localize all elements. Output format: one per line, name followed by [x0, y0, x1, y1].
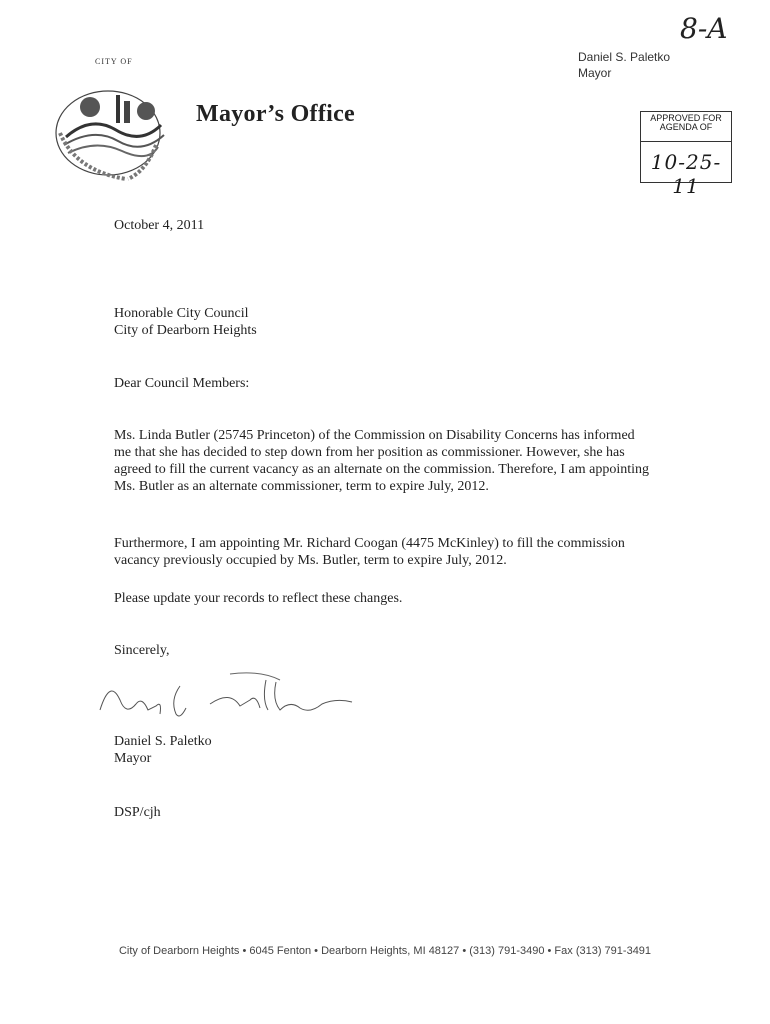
mayor-name: Daniel S. Paletko	[578, 50, 671, 64]
letter-date: October 4, 2011	[114, 218, 205, 233]
signer-name: Daniel S. Paletko	[114, 734, 212, 749]
stamp-date: 10-25-11	[650, 150, 722, 198]
city-seal-logo	[46, 75, 186, 195]
city-of-label: CITY OF	[95, 57, 133, 66]
office-title: Mayor’s Office	[196, 101, 356, 127]
recipient-line-1: Honorable City Council	[114, 306, 249, 321]
stamp-heading: APPROVED FOR AGENDA OF	[641, 112, 731, 142]
salutation: Dear Council Members:	[114, 376, 250, 391]
footer-address: City of Dearborn Heights • 6045 Fenton • Dearborn Heights, MI 48127 • (313) 791-3490 • Fax (313) 791-3491	[118, 945, 652, 957]
paragraph-1: Ms. Linda Butler (25745 Princeton) of the Commission on Disability Concerns has informed me that she has decided to step down from her position as commissioner. However, she has agreed to fill the current vacancy as an alternate on the commission. Therefore, I am appointing Ms. Butler as an alternate commissioner, term to expire July, 2012.	[114, 428, 650, 494]
paragraph-2: Furthermore, I am appointing Mr. Richard Coogan (4475 McKinley) to fill the commission vacancy previously occupied by Ms. Butler, term to expire July, 2012.	[114, 536, 625, 568]
typist-initials: DSP/cjh	[114, 805, 161, 820]
closing: Sincerely,	[114, 643, 170, 658]
mayor-title: Mayor	[578, 66, 612, 80]
handwritten-signature	[90, 670, 370, 730]
agenda-approval-stamp	[640, 111, 732, 198]
paragraph-3: Please update your records to reflect these changes.	[114, 591, 403, 606]
signer-title: Mayor	[114, 751, 152, 766]
recipient-line-2: City of Dearborn Heights	[114, 323, 257, 338]
handwritten-doc-code: 8-A	[680, 12, 728, 45]
